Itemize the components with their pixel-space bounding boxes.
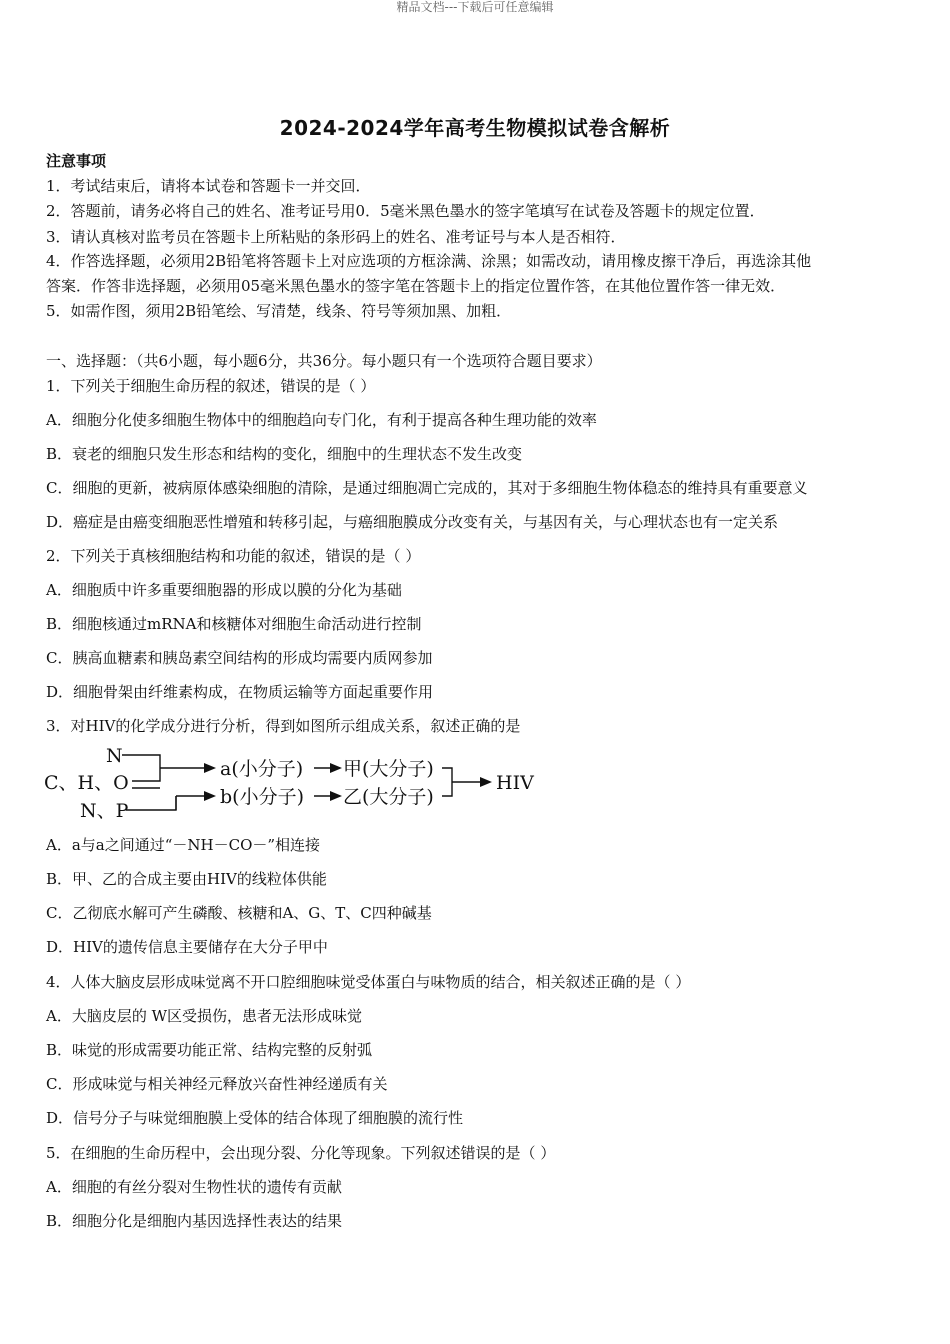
q5-stem: 5．在细胞的生命历程中，会出现分裂、分化等现象。下列叙述错误的是（ ）	[46, 1144, 556, 1162]
notice-item-5: 5．如需作图，须用2B铅笔绘、写清楚，线条、符号等须加黑、加粗．	[46, 302, 512, 320]
q4-option-c: C．形成味觉与相关神经元释放兴奋性神经递质有关	[46, 1075, 388, 1093]
section-heading: 一、选择题：（共6小题，每小题6分，共36分。每小题只有一个选项符合题目要求）	[46, 352, 602, 370]
q3-option-c: C．乙彻底水解可产生磷酸、核糖和A、G、T、C四种碱基	[46, 904, 432, 922]
q2-option-c: C．胰高血糖素和胰岛素空间结构的形成均需要内质网参加	[46, 649, 433, 667]
element-cho-label: C、H、O	[44, 772, 129, 794]
q3-stem: 3．对HIV的化学成分进行分析，得到如图所示组成关系，叙述正确的是	[46, 717, 521, 735]
q4-option-b: B．味觉的形成需要功能正常、结构完整的反射弧	[46, 1041, 373, 1059]
q4-stem: 4．人体大脑皮层形成味觉离不开口腔细胞味觉受体蛋白与味物质的结合，相关叙述正确的是（ ）	[46, 973, 691, 991]
q3-option-b: B．甲、乙的合成主要由HIV的线粒体供能	[46, 870, 327, 888]
page-header: 精品文档---下载后可任意编辑	[396, 0, 554, 14]
notice-item-3: 3．请认真核对监考员在答题卡上所粘贴的条形码上的姓名、准考证号与本人是否相符．	[46, 228, 626, 246]
notice-item-2: 2．答题前，请务必将自己的姓名、准考证号用0．5毫米黑色墨水的签字笔填写在试卷及答题卡的规定位置．	[46, 202, 765, 220]
notice-item-4: 4．作答选择题，必须用2B铅笔将答题卡上对应选项的方框涂满、涂黑；如需改动，请用橡皮擦干净后，再选涂其他	[46, 252, 812, 270]
q2-option-d: D．细胞骨架由纤维素构成，在物质运输等方面起重要作用	[46, 683, 434, 701]
small-molecule-a: a(小分子)	[220, 758, 304, 780]
hiv-label: HIV	[496, 772, 534, 794]
q1-option-a: A．细胞分化使多细胞生物体中的细胞趋向专门化，有利于提高各种生理功能的效率	[46, 411, 597, 429]
q2-stem: 2．下列关于真核细胞结构和功能的叙述，错误的是（ ）	[46, 547, 421, 565]
notice-item-1: 1．考试结束后，请将本试卷和答题卡一并交回．	[46, 177, 371, 195]
q1-stem: 1．下列关于细胞生命历程的叙述，错误的是（ ）	[46, 377, 376, 395]
page-title: 2024-2024学年高考生物模拟试卷含解析	[279, 116, 671, 140]
hiv-composition-diagram	[40, 740, 580, 830]
q4-option-d: D．信号分子与味觉细胞膜上受体的结合体现了细胞膜的流行性	[46, 1109, 464, 1127]
q2-option-b: B．细胞核通过mRNA和核糖体对细胞生命活动进行控制	[46, 615, 422, 633]
notice-item-4-cont: 答案．作答非选择题，必须用05毫米黑色墨水的签字笔在答题卡上的指定位置作答，在其他位置作答一律无效．	[46, 277, 786, 295]
q1-option-b: B．衰老的细胞只发生形态和结构的变化，细胞中的生理状态不发生改变	[46, 445, 523, 463]
q1-option-c: C．细胞的更新，被病原体感染细胞的清除，是通过细胞凋亡完成的，其对于多细胞生物体稳态的维持具有重要意义	[46, 479, 808, 497]
element-np-label: N、P	[80, 800, 129, 822]
q3-option-d: D．HIV的遗传信息主要储存在大分子甲中	[46, 938, 328, 956]
element-n-label: N	[106, 745, 123, 767]
q1-option-d: D．癌症是由癌变细胞恶性增殖和转移引起，与癌细胞膜成分改变有关，与基因有关，与心理状态也有一定关系	[46, 513, 779, 531]
q5-option-b: B．细胞分化是细胞内基因选择性表达的结果	[46, 1212, 343, 1230]
q3-option-a: A．a与a之间通过“－NH－CO－”相连接	[46, 836, 321, 854]
macromolecule-yi: 乙(大分子)	[343, 786, 434, 808]
q2-option-a: A．细胞质中许多重要细胞器的形成以膜的分化为基础	[46, 581, 402, 599]
macromolecule-jia: 甲(大分子)	[343, 758, 434, 780]
notice-heading: 注意事项	[46, 152, 107, 170]
q4-option-a: A．大脑皮层的 W区受损伤，患者无法形成味觉	[46, 1007, 363, 1025]
q5-option-a: A．细胞的有丝分裂对生物性状的遗传有贡献	[46, 1178, 342, 1196]
small-molecule-b: b(小分子)	[220, 786, 304, 808]
